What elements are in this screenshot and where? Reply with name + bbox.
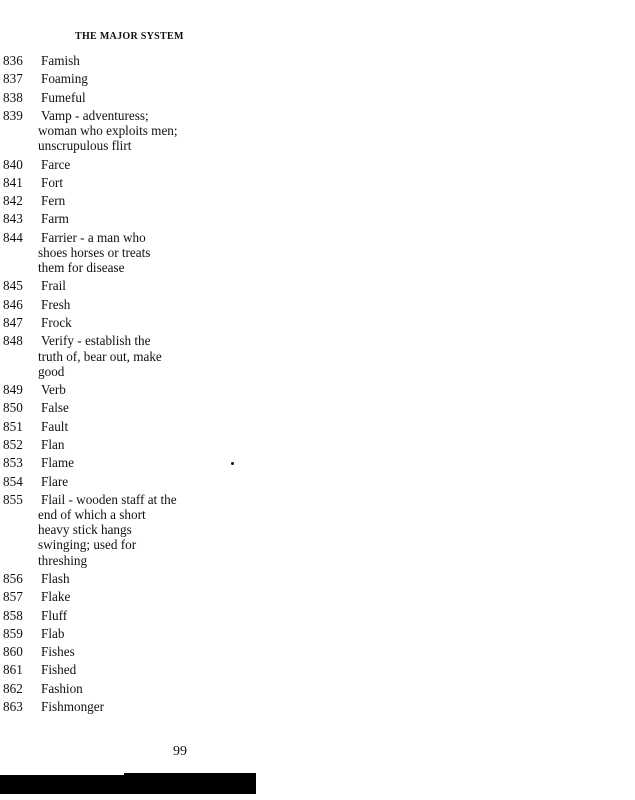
list-item [3,108,203,154]
list-item [3,608,203,623]
entry-word: Verb [41,382,66,398]
list-item [3,230,203,276]
list-item [3,437,203,452]
entry-number: 849 [3,382,23,398]
entry-word: Fault [41,418,69,434]
entry-word: Fished [41,662,77,678]
list-item [3,571,203,586]
list-item [3,90,203,105]
entry-number: 841 [3,174,23,190]
entry-number: 854 [3,473,23,489]
entry-word: Fluff [41,607,68,623]
entry-word: Farrier - a man who shoes horses or treats them for disease [38,229,151,276]
entry-number: 850 [3,400,23,416]
entry-word: Frock [41,315,72,331]
list-item [3,193,203,208]
list-item [3,315,203,330]
list-item [3,175,203,190]
list-item [3,455,203,470]
entry-number: 836 [3,53,23,68]
entry-word: Flan [41,436,65,452]
entry-word: Vamp - adventuress; woman who exploits men; unscrupulous flirt [38,107,178,154]
entry-number: 855 [3,491,23,507]
entry-number: 845 [3,278,23,294]
entry-word: Fern [41,193,66,209]
list-item [3,492,203,568]
entry-number: 862 [3,680,23,696]
entry-word: Flab [41,625,65,641]
entry-word: Fresh [41,296,71,312]
entry-word: Verify - establish the truth of, bear out, make good [38,333,162,379]
entry-word: Fishmonger [41,699,105,715]
page-number: 99 [173,744,187,759]
entry-number: 853 [3,455,23,471]
entry-number: 839 [3,107,23,123]
entry-number: 863 [3,699,23,715]
list-item [3,157,203,172]
entry-word: Flail - wooden staff at the end of which a short heavy stick hangs swinging; used for threshing [38,491,177,568]
entry-number: 859 [3,625,23,641]
entry-word: Fishes [41,644,75,660]
list-item [3,589,203,604]
entry-word: Famish [41,53,80,68]
ink-speck [231,462,234,465]
entry-number: 842 [3,193,23,209]
entry-number: 851 [3,418,23,434]
list-item [3,333,203,379]
entry-word: Flake [41,589,71,605]
list-item [3,644,203,659]
entry-word: Flare [41,473,69,489]
entry-word: Fashion [41,680,83,696]
scan-edge-notch [0,773,124,775]
entry-word: Fort [41,174,63,190]
entry-list [3,53,203,717]
list-item [3,419,203,434]
entry-word: False [41,400,69,416]
entry-word: Frail [41,278,66,294]
entry-number: 844 [3,229,23,245]
entry-number: 856 [3,570,23,586]
list-item [3,662,203,677]
entry-number: 860 [3,644,23,660]
list-item [3,400,203,415]
entry-number: 861 [3,662,23,678]
entry-word: Farce [41,156,71,172]
entry-word: Flame [41,455,74,471]
list-item [3,681,203,696]
entry-number: 848 [3,333,23,349]
scan-edge-bar [0,773,256,794]
list-item [3,278,203,293]
entry-word: Fumeful [41,89,86,105]
entry-number: 837 [3,71,23,87]
list-item [3,699,203,714]
entry-number: 852 [3,436,23,452]
list-item [3,474,203,489]
list-item [3,211,203,226]
entry-number: 846 [3,296,23,312]
list-item [3,297,203,312]
entry-number: 838 [3,89,23,105]
entry-number: 840 [3,156,23,172]
list-item [3,53,203,68]
entry-word: Foaming [41,71,88,87]
list-item [3,382,203,397]
entry-number: 847 [3,315,23,331]
entry-number: 857 [3,589,23,605]
running-header: THE MAJOR SYSTEM [75,31,184,42]
list-item [3,71,203,86]
entry-number: 858 [3,607,23,623]
entry-word: Flash [41,570,70,586]
list-item [3,626,203,641]
entry-word: Farm [41,211,69,227]
entry-number: 843 [3,211,23,227]
